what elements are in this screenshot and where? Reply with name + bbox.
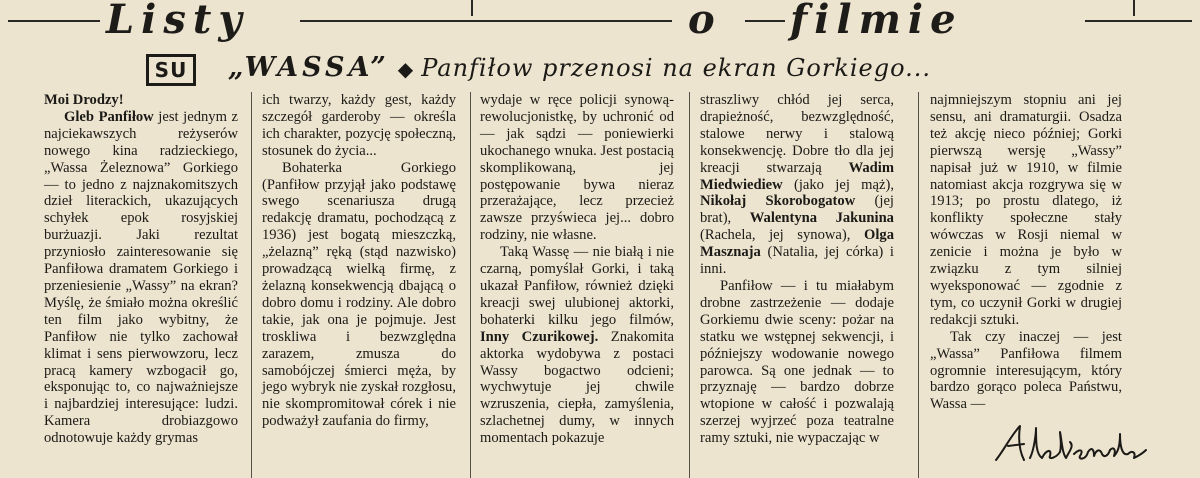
paragraph: Bohaterka Gorkiego (Panfiłow przyjął jako podstawę swego scenariusza drugą redakcję dramatu, pochodzącą z 1936) jest bogatą mieszczką, „żelazną” ręką (stąd nazwisko) prowadzącą wielką firmę, z żelazną konsekwencją dbającą o dobro domu i rodziny. Ale dobro takie, jak ona je pojmuje. Jest troskliwa i bezwzględna zarazem, zmusza do samobójczej śmierci męża, by jego wybryk nie zyskał rozgłosu, nie skompromitował córek i nie podważył zaufania do firmy, [262,159,456,430]
section-header [0,0,1200,50]
article-column-3 [480,92,674,447]
su-logo [146,54,196,86]
paragraph: Panfiłow — i tu miałabym drobne zastrzeżenie — dodaje Gorkiemu dwie sceny: pożar na statku we wstępnej sekwencji, i późniejszy wodowanie nowego parowca. Są one jednak — to przyznaję — bardzo dobrze wtopione w całość i pozwalają szerzej wyjrzeć poza teatralne ramy sztuki, nie wypaczając w [700,277,894,447]
header-rule [300,20,672,22]
header-tick [1133,0,1135,16]
header-word-filmie: filmie [790,0,963,43]
paragraph-text: Znakomita aktorka wydobywa z postaci Wassy bogactwo odcieni; wychwytuje jej chwile wzruszenia, ciepła, zamyślenia, szlachetnej dumy, w innych momentach pokazuje [480,328,674,447]
cast-name: Olga Masznaja [700,227,894,261]
header-word-o: o [688,0,722,43]
paragraph: najmniejszym stopniu ani jej sensu, ani dramaturgii. Osadza też akcję nieco później; Gorki pierwszą wersję „Wassy” napisał już w 1910, w filmie natomiast akcja rozgrywa się w 1913; po prostu dlatego, iż konflikty społeczne stały wówczas w Rosji niemal w zenicie i można je było w związku z tym silniej wyeksponować — zgodnie z tym, co uczynił Gorki w drugiej redakcji sztuki. [930,92,1122,328]
headline-title: „WASSA” [228,52,390,83]
column-divider [251,92,252,478]
director-name: Gleb Panfiłow [64,108,154,125]
cast-role: (Rachela, jej synowa), [700,227,864,244]
cast-role: (jako jej mąż), [782,176,894,193]
cast-name: Walentyna Jakunina [749,210,894,227]
paragraph: ich twarzy, każdy gest, każdy szczegół garderoby — określa ich charakter, pozycję społeczną, stosunek do życia... [262,92,456,159]
column-divider [918,92,919,478]
cast-name: Wadim Miedwiediew [700,159,894,193]
paragraph-text: Taką Wassę — nie białą i nie czarną, pomyślał Gorki, i taką ukazał Panfiłow, również dzięki kreacji swej ulubionej aktorki, bohaterki kilku jego filmów, [480,244,674,328]
cast-role: (jej brat), [700,193,894,227]
paragraph: Tak czy inaczej — jest „Wassa” Panfiłowa filmem ogromnie interesującym, który bardzo gorąco poleca Państwu, Wassa — [930,328,1122,413]
signature [990,420,1150,468]
cast-role: (Natalia, jej córka) i inni. [700,244,894,278]
paragraph-text: straszliwy chłód jej serca, drapieżność, bezwzględność, stalowe nerwy i stalową konsekwencję. Dobre tło dla jej kreacji stwarzają [700,92,894,176]
article-column-4 [700,92,894,447]
header-rule [745,20,785,22]
column-divider [470,92,471,478]
paragraph: wydaje w ręce policji synową-rewolucjonistkę, by uchronić od — jak sądzi — poniewierki ukochanego wnuka. Jest postacią skomplikowaną, jej postępowanie bywa nieraz przerażające, lecz przecież zawsze przyświeca jej... dobro rodziny, nie własne. [480,92,674,244]
article-column-2 [262,92,456,430]
column-divider [689,92,690,478]
paragraph [44,109,238,447]
header-word-listy: Listy [106,0,249,43]
cast-name: Nikołaj Skorobogatow [700,193,856,210]
paragraph [700,92,894,278]
su-logo-text: SU [154,58,188,82]
header-tick [471,0,473,16]
headline-subtitle: Panfiłow przenosi na ekran Gorkiego... [421,54,931,82]
diamond-icon: ◆ [397,57,414,81]
header-rule [8,20,100,22]
article-column-5 [930,92,1122,413]
article-column-1 [44,92,238,447]
actress-name: Inny Czurikowej. [480,328,599,345]
paragraph [480,244,674,447]
headline [228,48,931,88]
paragraph-text: jest jednym z najciekawszych reżyserów nowego kina radzieckiego, „Wassa Żeleznowa” Gorkiego — to jedno z najznakomitszych dzieł literackich, ukazujących schyłek epok rosyjskiej burżuazji. Jaki rezultat przyniosło zainteresowanie się Panfiłowa dramatem Gorkiego i przeniesienie „Wassy” na ekran? Myślę, że śmiało można określić ten film jako wybitny, że Panfiłow nie tylko zachował klimat i sens pierwowzoru, lecz pracą kamery wzbogacił go, eksponując to, co najważniejsze i najbardziej interesujące: ludzi. Kamera drobiazgowo odnotowuje każdy grymas [44,108,238,447]
greeting: Moi Drodzy! [44,92,124,108]
header-rule [1085,20,1192,22]
